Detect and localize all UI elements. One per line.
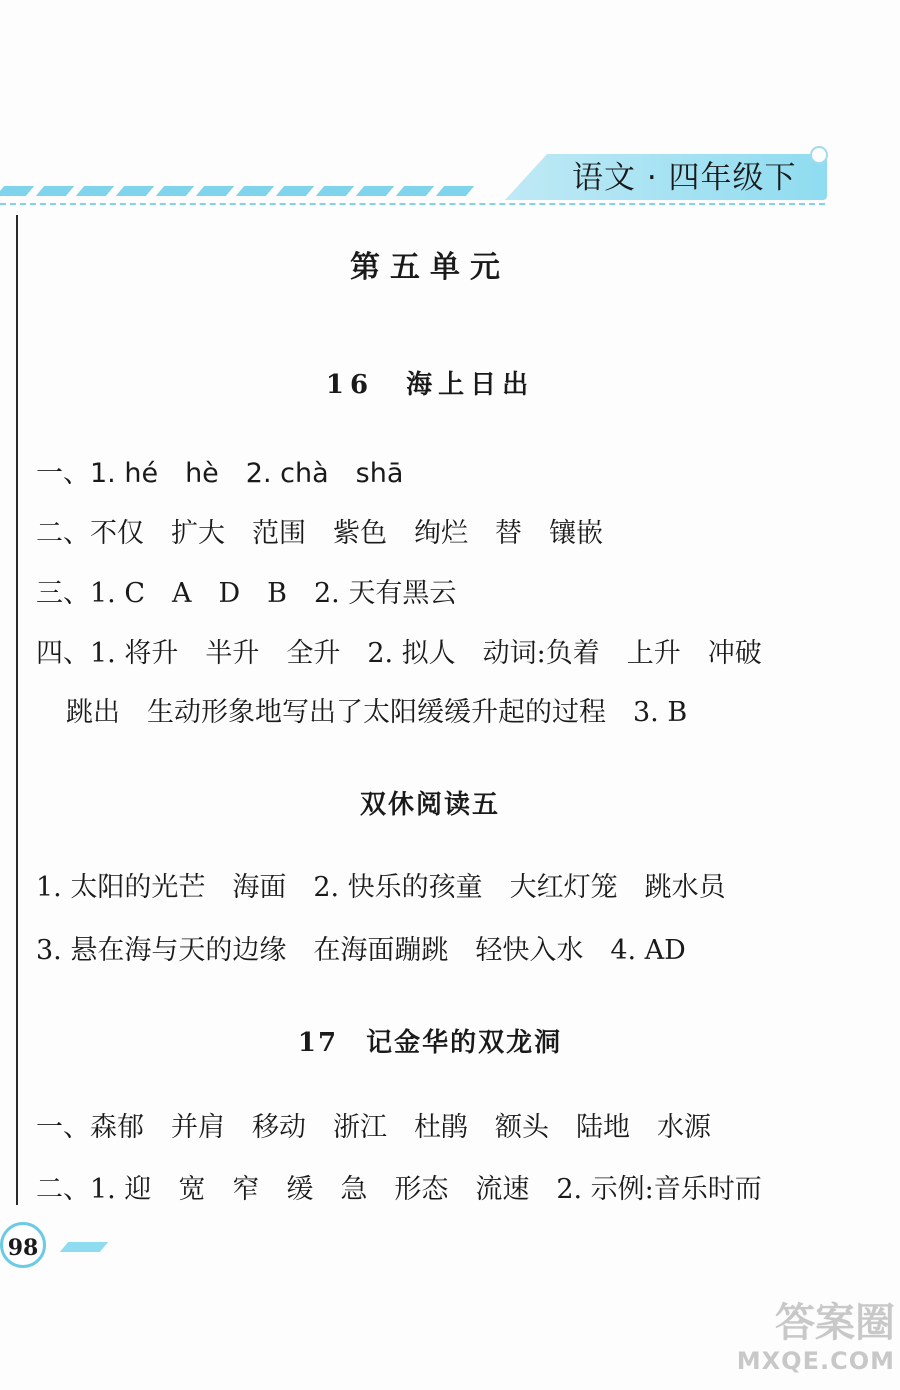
reading-5-title: 双休阅读五 xyxy=(359,790,500,820)
lesson-16-answer-4-cont: 跳出 生动形象地写出了太阳缓缓升起的过程 3. B xyxy=(66,697,688,728)
lesson-16-answer-3: 三、1. C A D B 2. 天有黑云 xyxy=(36,578,457,609)
watermark-logo: 答案圈 xyxy=(775,1300,895,1346)
unit-title: 第五单元 xyxy=(350,250,510,285)
reading-5-answer-2: 3. 悬在海与天的边缘 在海面蹦跳 轻快入水 4. AD xyxy=(36,935,686,966)
subject-label: 语文 · 四年级下 xyxy=(572,160,797,196)
lesson-17-title: 17 记金华的双龙洞 xyxy=(297,1028,563,1058)
lesson-16-answer-4: 四、1. 将升 半升 全升 2. 拟人 动词:负着 上升 冲破 xyxy=(36,638,762,669)
lesson-16-answer-1: 一、1. hé hè 2. chà shā xyxy=(36,458,404,489)
decorative-ring-icon xyxy=(810,146,828,164)
lesson-17-answer-2: 二、1. 迎 宽 窄 缓 急 形态 流速 2. 示例:音乐时而 xyxy=(36,1174,762,1205)
page-number: 98 xyxy=(0,1222,46,1268)
watermark xyxy=(720,1300,895,1385)
lesson-16-title: 16 海上日出 xyxy=(325,370,535,400)
lesson-16-answer-2: 二、不仅 扩大 范围 紫色 绚烂 替 镶嵌 xyxy=(36,518,603,549)
watermark-url: MXQE.COM xyxy=(736,1347,895,1375)
header-divider xyxy=(0,203,825,205)
reading-5-answer-1: 1. 太阳的光芒 海面 2. 快乐的孩童 大红灯笼 跳水员 xyxy=(36,872,726,903)
page-badge-tail xyxy=(60,1242,108,1252)
lesson-17-answer-1: 一、森郁 并肩 移动 浙江 杜鹃 额头 陆地 水源 xyxy=(36,1112,711,1143)
